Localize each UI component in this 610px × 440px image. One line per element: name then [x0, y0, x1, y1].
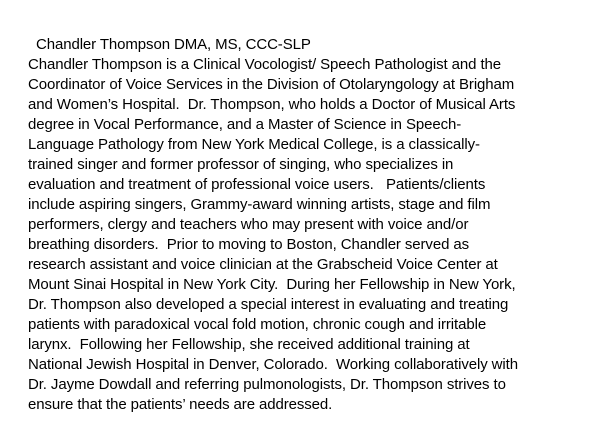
- bio-line: include aspiring singers, Grammy-award winning artists, stage and film: [28, 196, 491, 213]
- bio-line: degree in Vocal Performance, and a Master of Science in Speech-: [28, 116, 462, 133]
- bio-line: Coordinator of Voice Services in the Division of Otolaryngology at Brigham: [28, 76, 515, 93]
- bio-line: trained singer and former professor of singing, who specializes in: [28, 156, 454, 173]
- bio-line: research assistant and voice clinician at the Grabscheid Voice Center at: [28, 256, 498, 273]
- bio-line: patients with paradoxical vocal fold motion, chronic cough and irritable: [28, 316, 487, 333]
- bio-paragraph: [28, 55, 598, 415]
- bio-heading: Chandler Thompson DMA, MS, CCC-SLP: [36, 36, 311, 53]
- bio-line: National Jewish Hospital in Denver, Colorado. Working collaboratively with: [28, 356, 518, 373]
- bio-line: breathing disorders. Prior to moving to Boston, Chandler served as: [28, 236, 470, 253]
- bio-line: evaluation and treatment of professional voice users. Patients/clients: [28, 176, 486, 193]
- bio-line: Dr. Jayme Dowdall and referring pulmonologists, Dr. Thompson strives to: [28, 376, 506, 393]
- bio-line: larynx. Following her Fellowship, she received additional training at: [28, 336, 470, 353]
- bio-line: Chandler Thompson is a Clinical Vocologist/ Speech Pathologist and the: [28, 56, 502, 73]
- bio-line: Dr. Thompson also developed a special interest in evaluating and treating: [28, 296, 509, 313]
- bio-document: [28, 35, 598, 415]
- bio-line: Mount Sinai Hospital in New York City. During her Fellowship in New York,: [28, 276, 516, 293]
- bio-line: and Women’s Hospital. Dr. Thompson, who holds a Doctor of Musical Arts: [28, 96, 516, 113]
- bio-line: performers, clergy and teachers who may present with voice and/or: [28, 216, 469, 233]
- bio-line: ensure that the patients’ needs are addressed.: [28, 396, 333, 413]
- bio-line: Language Pathology from New York Medical College, is a classically-: [28, 136, 480, 153]
